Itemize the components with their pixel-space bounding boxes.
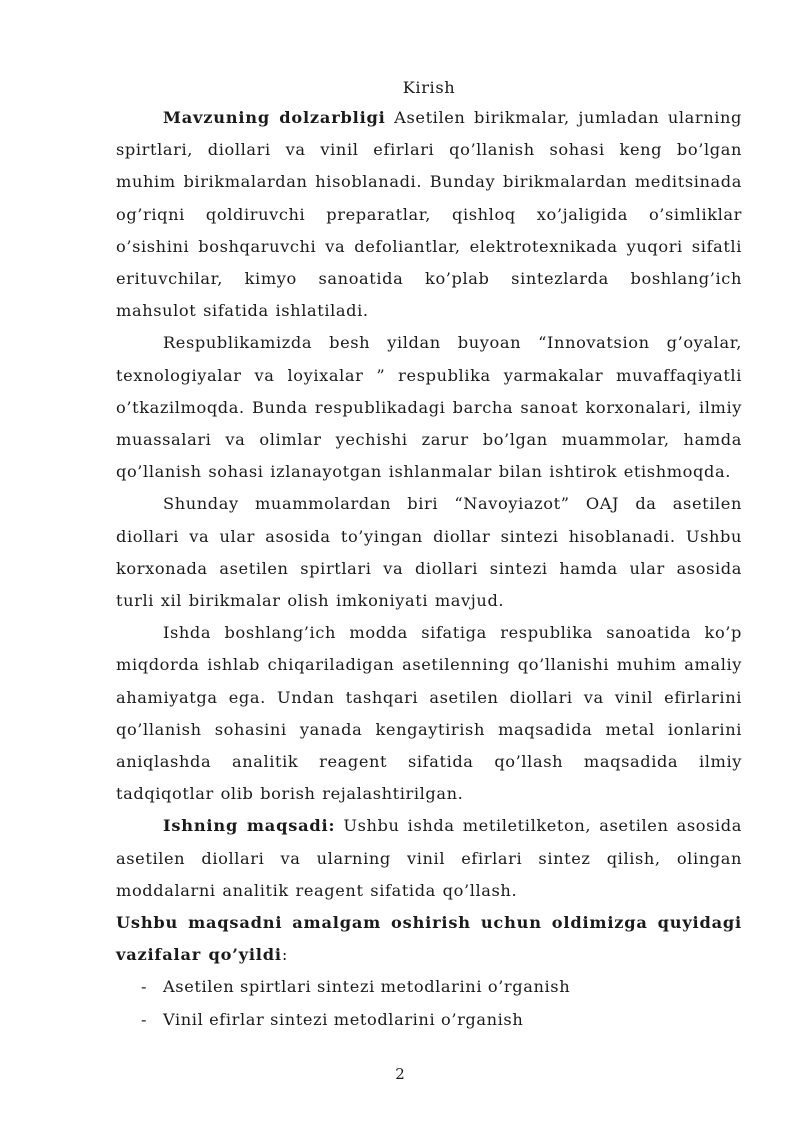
document-body [116,74,742,1036]
list-item-text: Vinil efirlar sintezi metodlarini o’rganish [163,1009,524,1029]
task-list [116,971,742,1035]
paragraph-lead: Mavzuning dolzarbligi [163,108,386,127]
paragraph-innovations [116,327,742,488]
paragraph-text: Ushbu ishda metiletilketon, asetilen asosida asetilen diollari va ularning vinil efirlari sintez qilish, olingan moddalarni analitik reagent sifatida qo’llash. [116,816,742,900]
section-title: Kirish [402,78,456,97]
paragraph-lead: Ishning maqsadi: [163,816,336,836]
tasks-heading-colon: : [281,945,288,965]
paragraph-text: Ishda boshlang’ich modda sifatiga respublika sanoatida ko’p miqdorda ishlab chiqariladigan asetilenning qo’llanishi muhim amaliy ahamiyatga ega. Undan tashqari asetilen diollari va vinil efirlarini qo’llanish sohasini yanada kengaytirish maqsadida metal ionlarini aniqlashda analitik reagent sifatida qo’llash maqsadida ilmiy tadqiqotlar olib borish rejalashtirilgan. [116,623,742,804]
list-dash: - [141,1009,148,1029]
paragraph-navoiyazot [116,488,742,617]
list-item [141,971,742,1003]
paragraph-text: Asetilen birikmalar, jumladan ularning spirtlari, diollari va vinil efirlari qo’llanish sohasi keng bo’lgan muhim birikmalardan hisoblanadi. Bunday birikmalardan meditsinada og’riqni qoldiruvchi preparatlar, qishloq xo’jaligida o’simliklar o’sishini boshqaruvchi va defoliantlar, elektrotexnikada yuqori sifatli erituvchilar, kimyo sanoatida ko’plab sintezlarda boshlang’ich mahsulot sifatida ishlatiladi. [116,108,742,321]
list-dash: - [141,977,148,997]
page-number: 2 [395,1065,405,1083]
paragraph-goal [116,810,742,907]
list-item-text: Asetilen spirtlari sintezi metodlarini o’rganish [163,977,571,997]
paragraph-text: Shunday muammolardan biri “Navoyiazot” OAJ da asetilen diollari va ular asosida to’yingan diollar sintezi hisoblanadi. Ushbu korxonada asetilen spirtlari va diollari sintezi hamda ular asosida turli xil birikmalar olish imkoniyati mavjud. [116,494,742,611]
list-item [141,1004,742,1036]
paragraph-relevance [116,102,742,327]
tasks-heading [116,907,742,971]
tasks-heading-text: Ushbu maqsadni amalgam oshirish uchun oldimizga quyidagi vazifalar qo’yildi [116,913,742,965]
paragraph-text: Respublikamizda besh yildan buyoan “Innovatsion g’oyalar, texnologiyalar va loyixalar ” respublika yarmakalar muvaffaqiyatli o’tkazilmoqda. Bunda respublikadagi barcha sanoat korxonalari, ilmiy muassalari va olimlar yechishi zarur bo’lgan muammolar, hamda qo’llanish sohasi izlanayotgan ishlanmalar bilan ishtirok etishmoqda. [116,333,742,482]
paragraph-starting-material [116,617,742,810]
